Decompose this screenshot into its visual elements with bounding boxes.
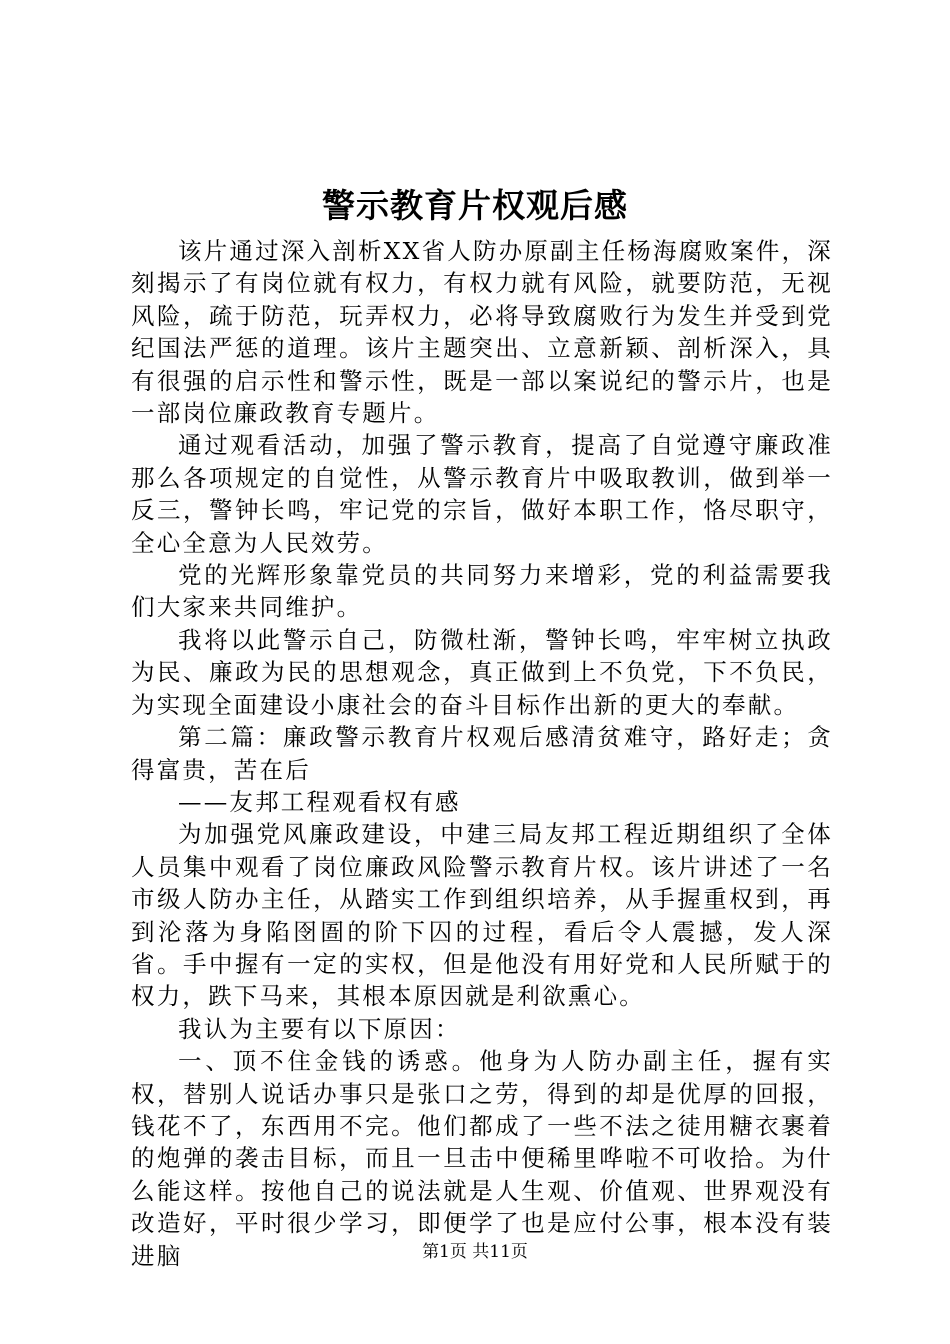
document-body bbox=[131, 235, 833, 1272]
section-subtitle: ——友邦工程观看权有感 bbox=[178, 787, 461, 816]
paragraph: 党的光辉形象靠党员的共同努力来增彩，党的利益需要我们大家来共同维护。 bbox=[131, 561, 833, 622]
paragraph: 通过观看活动，加强了警示教育，提高了自觉遵守廉政准那么各项规定的自觉性，从警示教育片中吸取教训，做到举一反三，警钟长鸣，牢记党的宗旨，做好本职工作，恪尽职守，全心全意为人民效劳。 bbox=[131, 431, 833, 557]
section-heading: 第二篇：廉政警示教育片权观后感清贫难守，路好走；贪得富贵，苦在后 bbox=[131, 723, 833, 784]
page-number: 第1页 共11页 bbox=[422, 1242, 528, 1262]
document-title: 警示教育片权观后感 bbox=[322, 186, 628, 225]
paragraph: 该片通过深入剖析XX省人防办原副主任杨海腐败案件，深刻揭示了有岗位就有权力，有权力就有风险，就要防范，无视风险，疏于防范，玩弄权力，必将导致腐败行为发生并受到党纪国法严惩的道理。该片主题突出、立意新颖、剖析深入，具有很强的启示性和警示性，既是一部以案说纪的警示片，也是一部岗位廉政教育专题片。 bbox=[131, 237, 833, 428]
paragraph: 我将以此警示自己，防微杜渐，警钟长鸣，牢牢树立执政为民、廉政为民的思想观念，真正做到上不负党，下不负民，为实现全面建设小康社会的奋斗目标作出新的更大的奉献。 bbox=[131, 625, 833, 719]
paragraph: 我认为主要有以下原因： bbox=[178, 1014, 461, 1043]
paragraph: 为加强党风廉政建设，中建三局友邦工程近期组织了全体人员集中观看了岗位廉政风险警示教育片权。该片讲述了一名市级人防办主任，从踏实工作到组织培养，从手握重权到，再到沦落为身陷囹圄的阶下囚的过程，看后令人震撼，发人深省。手中握有一定的实权，但是他没有用好党和人民所赋于的权力，跌下马来，其根本原因就是利欲熏心。 bbox=[131, 820, 833, 1011]
paragraph: 一、顶不住金钱的诱惑。他身为人防办副主任，握有实权，替别人说话办事只是张口之劳，得到的却是优厚的回报，钱花不了，东西用不完。他们都成了一些不法之徒用糖衣裹着的炮弹的袭击目标，而且一旦击中便稀里哗啦不可收拾。为什么能这样。按他自己的说法就是人生观、价值观、世界观没有改造好，平时很少学习，即便学了也是应付公事，根本没有装进脑 bbox=[131, 1047, 833, 1270]
